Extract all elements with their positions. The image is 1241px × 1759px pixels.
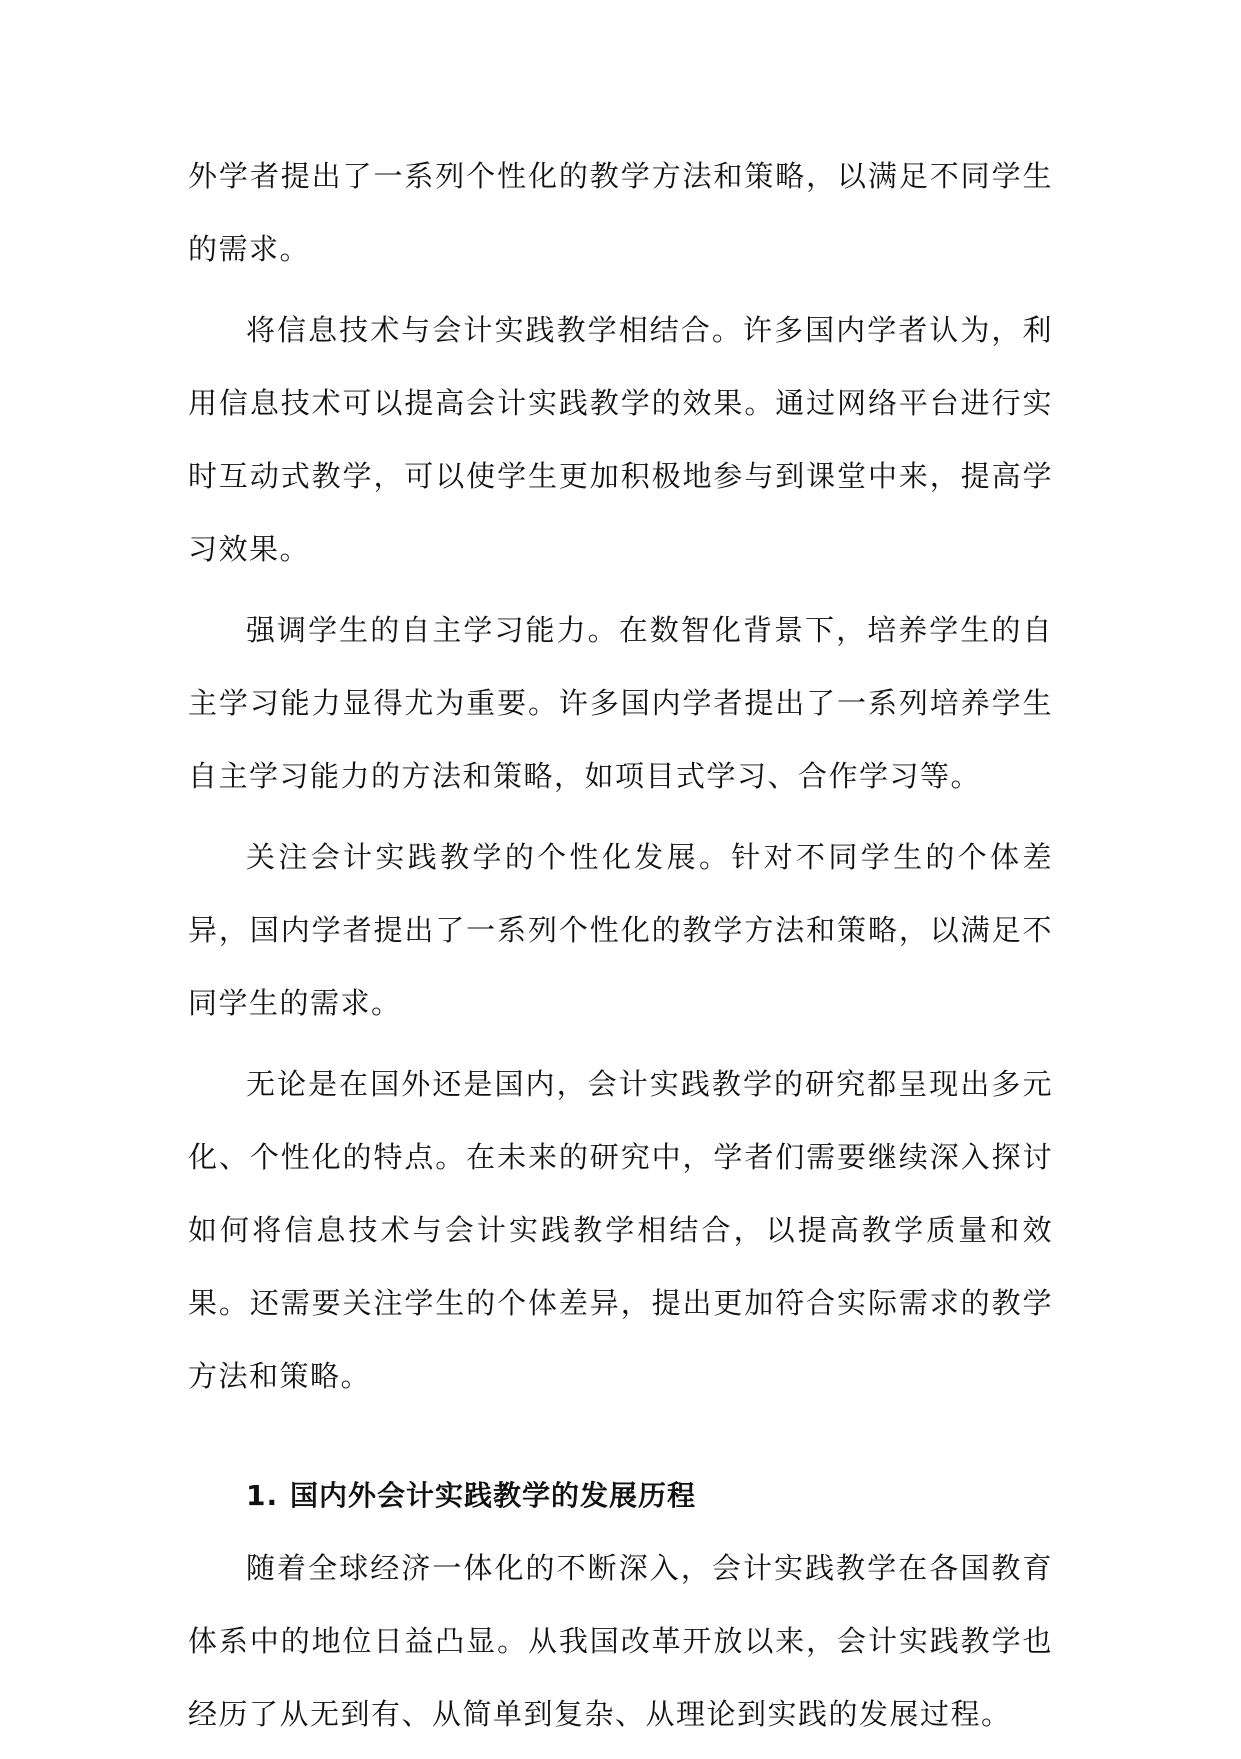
document-body [188,140,1053,1759]
section-heading-title: 国内外会计实践教学的发展历程 [290,1479,697,1512]
paragraph-autonomous-learning: 强调学生的自主学习能力。在数智化背景下，培养学生的自主学习能力显得尤为重要。许多国内学者提出了一系列培养学生自主学习能力的方法和策略，如项目式学习、合作学习等。 [188,613,1053,793]
section-heading-number: 1. [246,1479,279,1512]
section-heading [246,1459,1053,1532]
paragraph-continuation: 外学者提出了一系列个性化的教学方法和策略，以满足不同学生的需求。 [188,159,1053,266]
paragraph-information-technology: 将信息技术与会计实践教学相结合。许多国内学者认为，利用信息技术可以提高会计实践教学的效果。通过网络平台进行实时互动式教学，可以使学生更加积极地参与到课堂中来，提高学习效果。 [188,313,1053,566]
paragraph-summary: 无论是在国外还是国内，会计实践教学的研究都呈现出多元化、个性化的特点。在未来的研究中，学者们需要继续深入探讨如何将信息技术与会计实践教学相结合，以提高教学质量和效果。还需要关注学生的个体差异，提出更加符合实际需求的教学方法和策略。 [188,1067,1053,1393]
paragraph-personalized-development: 关注会计实践教学的个性化发展。针对不同学生的个体差异，国内学者提出了一系列个性化的教学方法和策略，以满足不同学生的需求。 [188,840,1053,1020]
paragraph-development-history: 随着全球经济一体化的不断深入，会计实践教学在各国教育体系中的地位日益凸显。从我国改革开放以来，会计实践教学也经历了从无到有、从简单到复杂、从理论到实践的发展过程。 [188,1551,1053,1731]
